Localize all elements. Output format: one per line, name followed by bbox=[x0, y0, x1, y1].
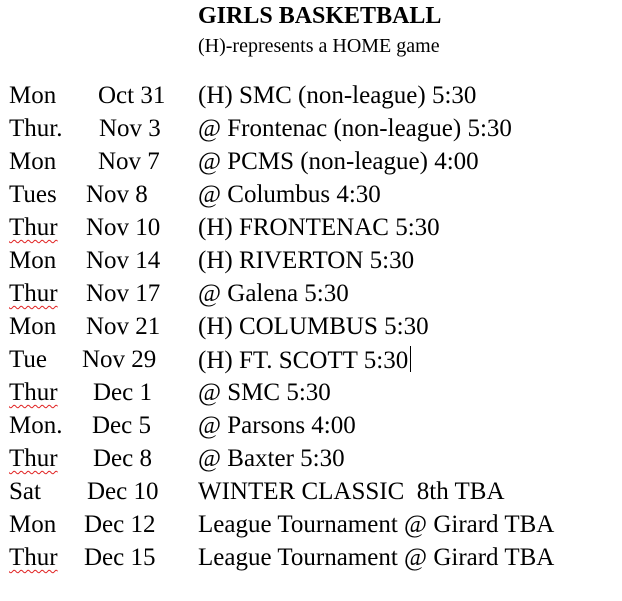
game-row bbox=[0, 344, 622, 377]
page-title: GIRLS BASKETBALL bbox=[198, 3, 442, 29]
game-row bbox=[0, 476, 622, 509]
game-date: Dec 12 bbox=[84, 511, 156, 538]
game-event: (H) FRONTENAC 5:30 bbox=[198, 214, 440, 241]
game-event: (H) RIVERTON 5:30 bbox=[198, 247, 415, 274]
game-row bbox=[0, 311, 622, 344]
game-row bbox=[0, 245, 622, 278]
game-day: Thur bbox=[9, 544, 58, 571]
game-row bbox=[0, 278, 622, 311]
game-row bbox=[0, 542, 622, 575]
game-date: Nov 14 bbox=[86, 247, 161, 274]
game-day: Mon. bbox=[9, 412, 63, 439]
game-row bbox=[0, 80, 622, 113]
game-day: Mon bbox=[9, 247, 57, 274]
game-event: League Tournament @ Girard TBA bbox=[198, 544, 555, 571]
game-event: @ Baxter 5:30 bbox=[198, 445, 345, 472]
game-row bbox=[0, 146, 622, 179]
game-date: Nov 10 bbox=[86, 214, 161, 241]
game-day: Thur bbox=[9, 379, 58, 406]
game-row bbox=[0, 443, 622, 476]
game-date: Nov 17 bbox=[86, 280, 161, 307]
game-date: Dec 10 bbox=[87, 478, 159, 505]
game-date: Oct 31 bbox=[98, 82, 166, 109]
game-schedule bbox=[0, 80, 622, 575]
game-day: Mon bbox=[9, 511, 57, 538]
game-event: League Tournament @ Girard TBA bbox=[198, 511, 555, 538]
game-date: Dec 15 bbox=[84, 544, 156, 571]
game-day: Sat bbox=[9, 478, 41, 505]
game-day: Tue bbox=[9, 346, 47, 373]
text-cursor bbox=[410, 346, 411, 372]
game-day: Mon bbox=[9, 313, 57, 340]
game-event: @ Galena 5:30 bbox=[198, 280, 349, 307]
game-day: Thur bbox=[9, 280, 58, 307]
game-row bbox=[0, 212, 622, 245]
game-date: Dec 8 bbox=[93, 445, 152, 472]
game-day: Thur bbox=[9, 445, 58, 472]
game-day: Thur. bbox=[9, 115, 63, 142]
game-event: @ Parsons 4:00 bbox=[198, 412, 356, 439]
game-day: Thur bbox=[9, 214, 58, 241]
game-row bbox=[0, 410, 622, 443]
game-row bbox=[0, 509, 622, 542]
game-event: WINTER CLASSIC 8th TBA bbox=[198, 478, 505, 505]
game-day: Mon bbox=[9, 82, 57, 109]
game-event: @ Frontenac (non-league) 5:30 bbox=[198, 115, 512, 142]
game-row bbox=[0, 179, 622, 212]
game-date: Dec 1 bbox=[93, 379, 152, 406]
game-date: Nov 29 bbox=[82, 346, 157, 373]
home-game-legend: (H)-represents a HOME game bbox=[198, 35, 440, 57]
game-date: Nov 21 bbox=[86, 313, 161, 340]
game-event-text: (H) FT. SCOTT 5:30 bbox=[198, 347, 409, 374]
game-event: (H) SMC (non-league) 5:30 bbox=[198, 82, 477, 109]
game-event: @ SMC 5:30 bbox=[198, 379, 331, 406]
game-date: Nov 3 bbox=[99, 115, 161, 142]
game-event bbox=[198, 346, 411, 375]
game-day: Mon bbox=[9, 148, 57, 175]
game-row bbox=[0, 377, 622, 410]
game-date: Dec 5 bbox=[92, 412, 151, 439]
game-event: @ PCMS (non-league) 4:00 bbox=[198, 148, 479, 175]
game-event: @ Columbus 4:30 bbox=[198, 181, 381, 208]
game-day: Tues bbox=[9, 181, 57, 208]
game-row bbox=[0, 113, 622, 146]
game-date: Nov 7 bbox=[98, 148, 160, 175]
game-date: Nov 8 bbox=[86, 181, 148, 208]
game-event: (H) COLUMBUS 5:30 bbox=[198, 313, 429, 340]
